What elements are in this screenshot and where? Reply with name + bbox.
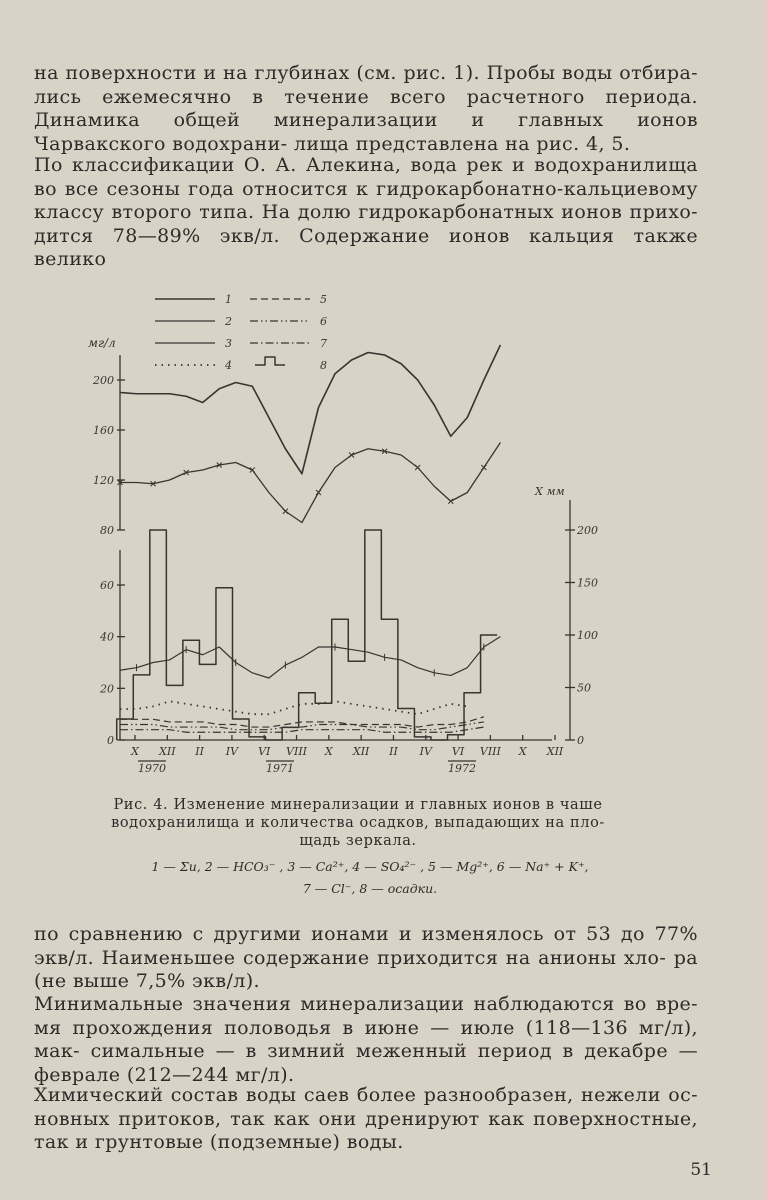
legend-label: 8: [320, 359, 327, 372]
y-axis-title-right: X мм: [535, 485, 565, 498]
paragraph-4: Минимальные значения минерализации наблюдаются во вре- мя прохождения половодья в июне — июле (118—136 мг/л), мак- симальные — в зимний меженный период в декабре — феврале (212—244 мг/л).: [34, 993, 698, 1086]
legend-label: 2: [225, 315, 232, 328]
legend-label: 6: [320, 315, 327, 328]
legend-swatch: [255, 357, 285, 365]
chart-legend: [155, 293, 327, 372]
series-line: [120, 443, 500, 523]
series-4: [120, 701, 467, 714]
y-tick-label-left: 20: [100, 682, 114, 696]
x-tick-label: VIII: [479, 745, 501, 758]
year-label: 1972: [448, 762, 476, 775]
series-line: [120, 345, 500, 474]
legend-label: 4: [225, 359, 232, 372]
legend-label: 7: [320, 337, 327, 350]
series-line: [120, 637, 500, 678]
series-7: [120, 727, 484, 732]
series-line: [120, 727, 484, 732]
paragraph-3: по сравнению с другими ионами и изменялось от 53 до 77% экв/л. Наименьшее содержание приходится на анионы хло- ра (не выше 7,5% экв/л).: [34, 923, 698, 992]
series-line: [120, 701, 467, 714]
y-tick-label-right: 100: [577, 629, 598, 642]
x-tick-label: X: [324, 745, 333, 758]
legend-label: 1: [225, 293, 232, 306]
chart-axes: [117, 355, 575, 761]
x-tick-label: VI: [258, 745, 271, 758]
y-tick-label-right: 0: [577, 734, 584, 747]
data-point-marker: [415, 465, 420, 470]
chart-series: [117, 345, 501, 740]
paragraph-5: Химический состав воды саев более разнообразен, нежели ос- новных притоков, так как они дренируют как поверхностные, так и грунтовые (подземные) воды.: [34, 1084, 698, 1153]
data-point-marker: [316, 490, 321, 495]
series-2: [118, 442, 501, 522]
y-tick-label-left: 160: [93, 424, 114, 437]
x-tick-label: XII: [546, 745, 564, 758]
figure-4-chart: [80, 285, 598, 785]
legend-label: 3: [225, 337, 232, 350]
series-3: [120, 637, 500, 678]
caption-legend-line-2: 7 — Cl⁻, 8 — осадки.: [302, 881, 438, 896]
year-label: 1971: [266, 762, 294, 775]
series-8: [117, 530, 497, 740]
series-5: [120, 717, 484, 727]
y-tick-label-left: 200: [93, 374, 114, 387]
x-tick-label: IV: [419, 745, 432, 758]
x-tick-label: II: [389, 745, 398, 758]
page-number: 51: [690, 1160, 712, 1180]
legend-label: 5: [320, 293, 327, 306]
y-tick-label-left: 60: [100, 579, 114, 592]
year-label: 1970: [138, 762, 166, 775]
figure-caption: Рис. 4. Изменение минерализации и главных ионов в чаше водохранилища и количества осадков, выпадающих на пло- щадь зеркала.: [111, 797, 605, 849]
series-1: [120, 345, 500, 474]
y-tick-label-left: 80: [100, 524, 114, 537]
x-tick-label: XII: [352, 745, 370, 758]
y-axis-title-left: мг/л: [88, 336, 116, 350]
x-tick-label: VI: [451, 745, 465, 758]
x-tick-label: XII: [159, 745, 176, 758]
x-tick-label: II: [195, 745, 204, 758]
data-point-marker: [283, 509, 288, 514]
x-tick-label: VIII: [286, 745, 308, 758]
x-tick-label: IV: [225, 745, 239, 758]
y-tick-label-right: 50: [577, 681, 591, 695]
x-tick-label: X: [131, 745, 139, 758]
paragraph-1: на поверхности и на глубинах (см. рис. 1). Пробы воды отбира- лись ежемесячно в течение всего расчетного периода. Динамика общей минерализации и главных ионов Чарвакского водохрани- лища представлена на рис. 4, 5.: [34, 62, 698, 155]
x-tick-label: X: [518, 745, 527, 758]
data-point-marker: [250, 468, 255, 473]
paragraph-2: По классификации О. А. Алекина, вода рек и водохранилища во все сезоны года относится к гидрокарбонатно-кальциевому классу второго типа. На долю гидрокарбонатных ионов прихо- дится 78—89% экв/л. Содержание ионов кальция также велико: [34, 154, 698, 270]
data-point-marker: [448, 499, 453, 504]
y-tick-label-left: 40: [100, 630, 114, 644]
y-tick-label-left: 120: [93, 474, 114, 487]
y-tick-label-right: 150: [577, 576, 598, 590]
y-tick-label-right: 200: [577, 524, 598, 537]
y-tick-label-left: 0: [107, 734, 114, 747]
caption-legend-line-1: 1 — Σu, 2 — HCO₃⁻ , 3 — Ca²⁺, 4 — SO₄²⁻ , 5 — Mg²⁺, 6 — Na⁺ + K⁺,: [151, 859, 589, 874]
series-line: [120, 717, 484, 727]
chart-labels: [88, 336, 598, 775]
data-point-marker: [481, 465, 486, 470]
figure-caption-legend: [100, 856, 640, 900]
precipitation-step: [117, 530, 497, 740]
